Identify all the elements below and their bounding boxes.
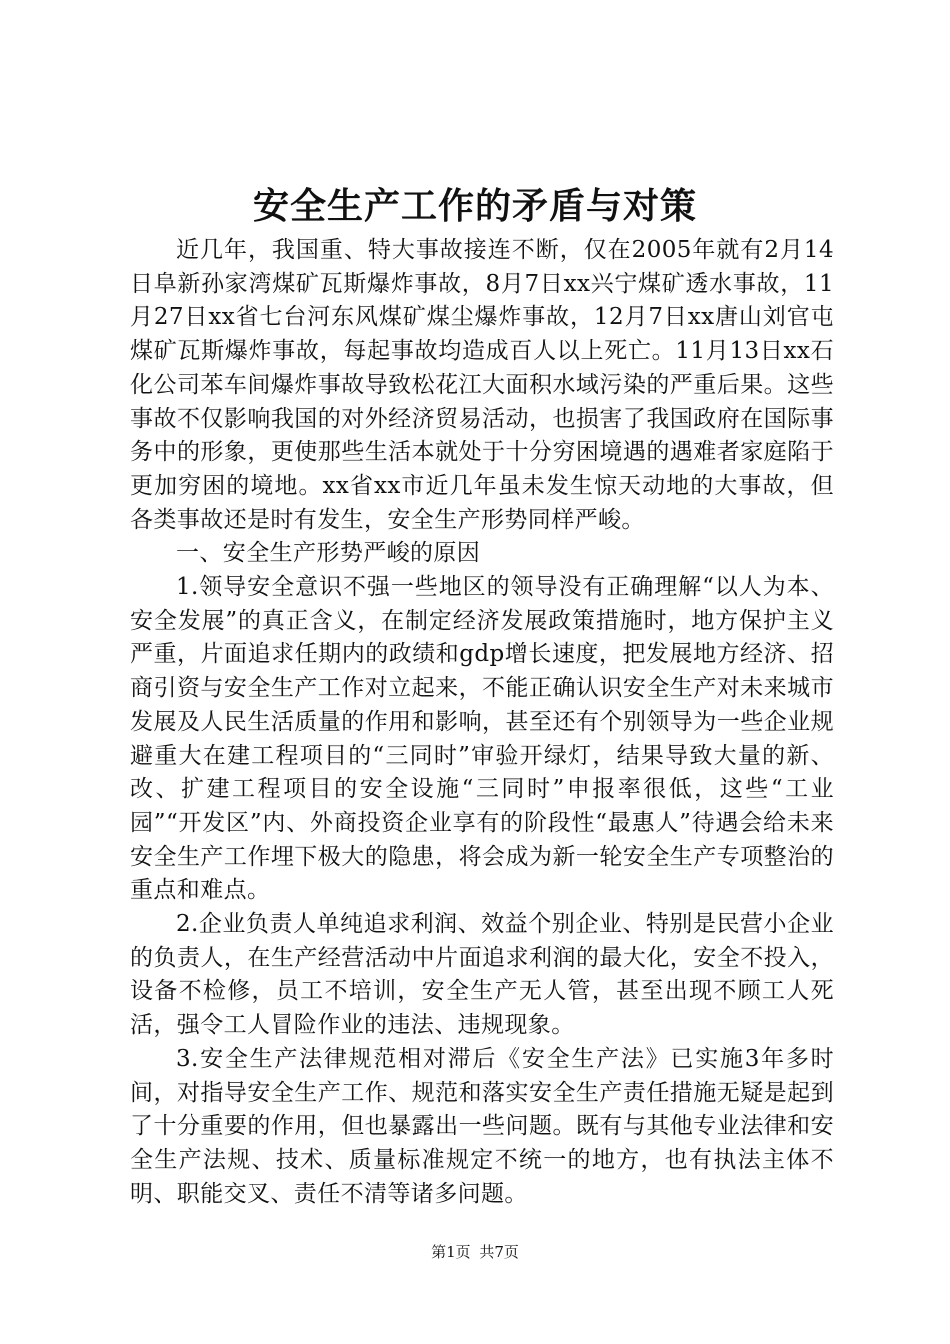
page-total: 共7页 (479, 1243, 519, 1261)
paragraph-intro: 近几年，我国重、特大事故接连不断，仅在2005年就有2月14日阜新孙家湾煤矿瓦斯爆炸事故，8月7日xx兴宁煤矿透水事故，11月27日xx省七台河东风煤矿煤尘爆炸事故，12月7日xx唐山刘官屯煤矿瓦斯爆炸事故，每起事故均造成百人以上死亡。11月13日xx石化公司苯车间爆炸事故导致松花江大面积水域污染的严重后果。这些事故不仅影响我国的对外经济贸易活动，也损害了我国政府在国际事务中的形象，更使那些生活本就处于十分穷困境遇的遇难者家庭陷于更加穷困的境地。xx省xx市近几年虽未发生惊天动地的大事故，但各类事故还是时有发生，安全生产形势同样严峻。 (130, 237, 834, 533)
document-title: 安全生产工作的矛盾与对策 (252, 185, 697, 227)
section-heading-causes: 一、安全生产形势严峻的原因 (176, 540, 481, 567)
page-number: 第1页 (431, 1243, 471, 1261)
document-body (130, 234, 834, 1211)
paragraph-cause-3: 3.安全生产法律规范相对滞后《安全生产法》已实施3年多时间，对指导安全生产工作、规范和落实安全生产责任措施无疑是起到了十分重要的作用，但也暴露出一些问题。既有与其他专业法律和安全生产法规、技术、质量标准规定不统一的地方，也有执法主体不明、职能交叉、责任不清等诸多问题。 (130, 1045, 834, 1207)
paragraph-cause-1: 1.领导安全意识不强一些地区的领导没有正确理解“以人为本、安全发展”的真正含义，在制定经济发展政策措施时，地方保护主义严重，片面追求任期内的政绩和gdp增长速度，把发展地方经济、招商引资与安全生产工作对立起来，不能正确认识安全生产对未来城市发展及人民生活质量的作用和影响，甚至还有个别领导为一些企业规避重大在建工程项目的“三同时”审验开绿灯，结果导致大量的新、改、扩建工程项目的安全设施“三同时”申报率很低，这些“工业园”“开发区”内、外商投资企业享有的阶段性“最惠人”待遇会给未来安全生产工作埋下极大的隐患，将会成为新一轮安全生产专项整治的重点和难点。 (130, 574, 834, 904)
paragraph-cause-2: 2.企业负责人单纯追求利润、效益个别企业、特别是民营小企业的负责人，在生产经营活动中片面追求利润的最大化，安全不投入，设备不检修，员工不培训，安全生产无人管，甚至出现不顾工人死活，强令工人冒险作业的违法、违规现象。 (130, 911, 834, 1039)
page-footer (0, 1240, 950, 1264)
